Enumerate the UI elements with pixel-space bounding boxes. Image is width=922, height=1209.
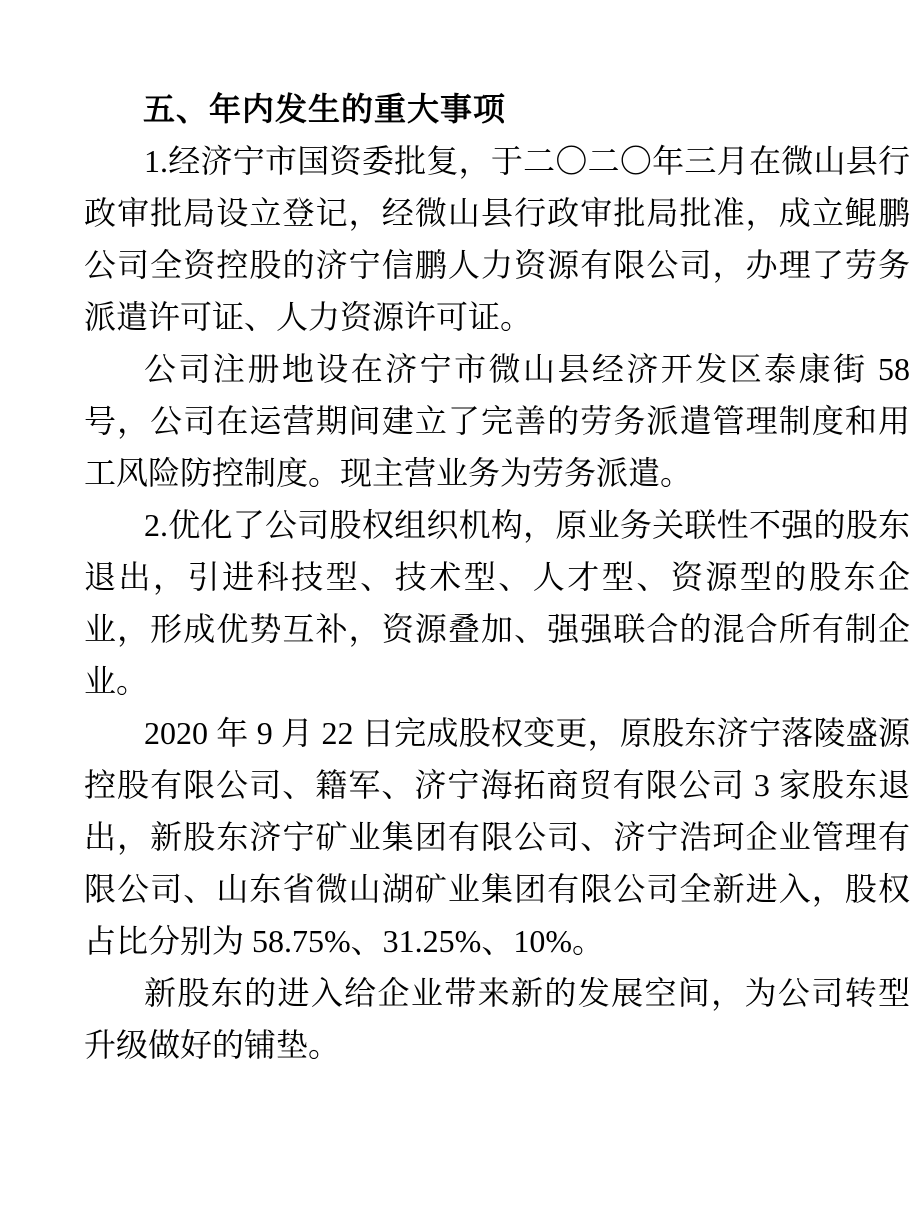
section-heading: 五、年内发生的重大事项 <box>143 91 507 127</box>
body-paragraph-1: 1.经济宁市国资委批复，于二〇二〇年三月在微山县行政审批局设立登记，经微山县行政审批局批准，成立鲲鹏公司全资控股的济宁信鹏人力资源有限公司，办理了劳务派遣许可证、人力资源许可证。 <box>84 143 910 335</box>
body-paragraph-4: 2020 年 9 月 22 日完成股权变更，原股东济宁落陵盛源控股有限公司、籍军、济宁海拓商贸有限公司 3 家股东退出，新股东济宁矿业集团有限公司、济宁浩珂企业管理有限公司、山东省微山湖矿业集团有限公司全新进入，股权占比分别为 58.75%、31.25%、10%。 <box>84 715 910 959</box>
body-paragraph-3: 2.优化了公司股权组织机构，原业务关联性不强的股东退出，引进科技型、技术型、人才型、资源型的股东企业，形成优势互补，资源叠加、强强联合的混合所有制企业。 <box>84 507 910 699</box>
document-content <box>84 83 910 1071</box>
body-paragraph-2: 公司注册地设在济宁市微山县经济开发区泰康街 58 号，公司在运营期间建立了完善的劳务派遣管理制度和用工风险防控制度。现主营业务为劳务派遣。 <box>84 351 910 491</box>
body-paragraph-5: 新股东的进入给企业带来新的发展空间，为公司转型升级做好的铺垫。 <box>84 975 910 1063</box>
